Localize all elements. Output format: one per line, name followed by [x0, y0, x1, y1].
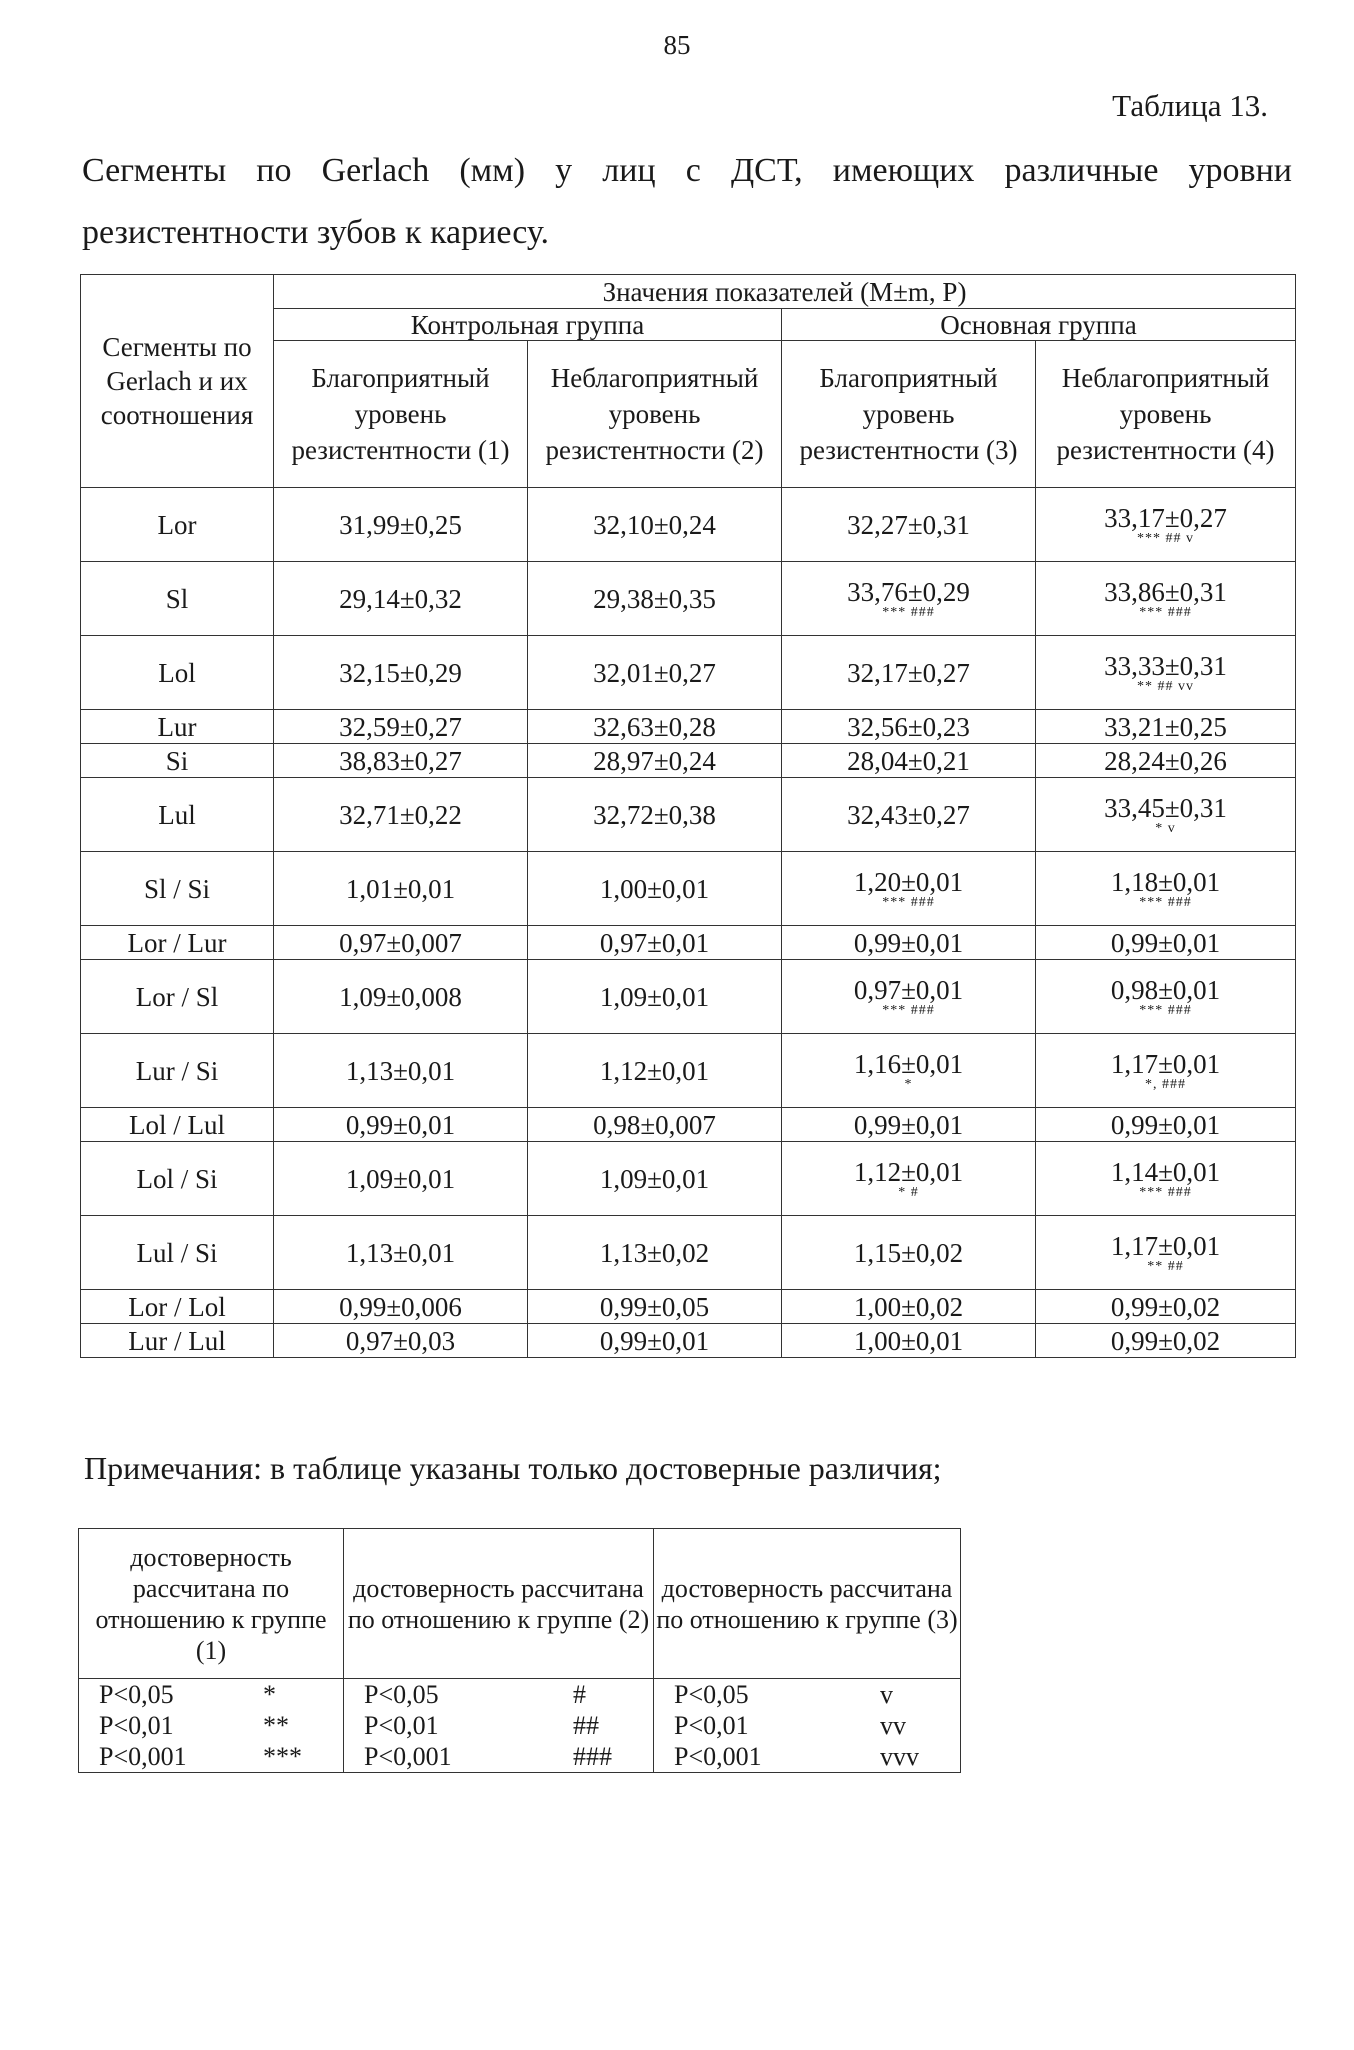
value-cell-2: [528, 778, 782, 852]
symbol: vvv: [880, 1742, 919, 1771]
value-text: 1,00±0,01: [853, 1325, 964, 1356]
value-cell-2: [528, 744, 782, 778]
legend-head-1: достоверность рассчитана по отношению к группе (1): [79, 1529, 344, 1679]
group-control-header: Контрольная группа: [274, 309, 782, 341]
legend-row: [79, 1679, 961, 1711]
legend-head-2: достоверность рассчитана по отношению к группе (2): [344, 1529, 654, 1679]
p-value: P<0,05: [99, 1680, 174, 1709]
value-text: 32,72±0,38: [593, 799, 716, 830]
value-text: 32,15±0,29: [339, 657, 462, 688]
symbol: #: [573, 1680, 586, 1709]
legend-cell: [654, 1710, 961, 1741]
table-label: Таблица 13.: [1112, 88, 1268, 123]
value-cell-4: [1036, 1324, 1296, 1358]
significance-marks: *** ###: [1139, 1184, 1192, 1200]
value-cell-3: [782, 1142, 1036, 1216]
value-text: 0,98±0,01: [1110, 974, 1221, 1005]
segment-cell: Si: [81, 744, 274, 778]
segment-cell: Lul: [81, 778, 274, 852]
significance-marks: *: [904, 1076, 913, 1092]
value-cell-2: [528, 1108, 782, 1142]
notes-title: Примечания: в таблице указаны только достоверные различия;: [84, 1450, 942, 1486]
value-cell-1: [274, 852, 528, 926]
value-text: 33,21±0,25: [1104, 711, 1227, 742]
legend-cell: [344, 1710, 654, 1741]
value-text: 32,59±0,27: [339, 711, 462, 742]
value-cell-4: [1036, 852, 1296, 926]
value-cell-4: [1036, 1216, 1296, 1290]
value-cell-1: [274, 636, 528, 710]
value-cell-1: [274, 488, 528, 562]
p-value: P<0,001: [364, 1742, 452, 1771]
value-cell-2: [528, 710, 782, 744]
value-cell-3: [782, 710, 1036, 744]
value-text: 1,15±0,02: [853, 1237, 964, 1268]
value-text: 1,12±0,01: [599, 1055, 710, 1086]
value-text: 32,71±0,22: [339, 799, 462, 830]
segment-cell: Lor / Lol: [81, 1290, 274, 1324]
value-cell-4: [1036, 710, 1296, 744]
value-text: 32,43±0,27: [847, 799, 970, 830]
value-text: 0,99±0,01: [1110, 1109, 1221, 1140]
significance-marks: *** ###: [882, 894, 935, 910]
segment-cell: Lol / Si: [81, 1142, 274, 1216]
value-cell-1: [274, 1324, 528, 1358]
value-text: 0,99±0,01: [853, 1109, 964, 1140]
value-text: 0,99±0,05: [599, 1291, 710, 1322]
value-cell-1: [274, 710, 528, 744]
value-cell-3: [782, 960, 1036, 1034]
value-cell-1: [274, 926, 528, 960]
significance-marks: *** ###: [1139, 894, 1192, 910]
value-cell-1: [274, 1034, 528, 1108]
value-cell-3: [782, 562, 1036, 636]
segment-cell: Lor / Lur: [81, 926, 274, 960]
segment-cell: Lol / Lul: [81, 1108, 274, 1142]
significance-marks: *, ###: [1145, 1076, 1186, 1092]
value-text: 1,20±0,01: [853, 866, 964, 897]
legend-cell: [344, 1741, 654, 1773]
value-text: 0,99±0,02: [1110, 1325, 1221, 1356]
table-row: [81, 852, 1296, 926]
segment-cell: Sl: [81, 562, 274, 636]
value-cell-4: [1036, 1142, 1296, 1216]
value-text: 33,33±0,31: [1104, 650, 1227, 681]
segment-cell: Lul / Si: [81, 1216, 274, 1290]
p-value: P<0,01: [99, 1711, 174, 1740]
p-value: P<0,05: [674, 1680, 749, 1709]
value-text: 33,45±0,31: [1104, 792, 1227, 823]
table-row: [81, 636, 1296, 710]
value-cell-3: [782, 778, 1036, 852]
p-value: P<0,001: [674, 1742, 762, 1771]
value-cell-2: [528, 562, 782, 636]
segment-cell: Lor: [81, 488, 274, 562]
value-cell-3: [782, 1108, 1036, 1142]
value-cell-4: [1036, 926, 1296, 960]
value-cell-1: [274, 744, 528, 778]
value-text: 32,01±0,27: [593, 657, 716, 688]
table-row: [81, 1290, 1296, 1324]
value-cell-4: [1036, 562, 1296, 636]
table-row: [81, 1142, 1296, 1216]
value-cell-4: [1036, 1108, 1296, 1142]
symbol: v: [880, 1680, 893, 1709]
value-text: 28,24±0,26: [1104, 745, 1227, 776]
value-cell-3: [782, 1216, 1036, 1290]
value-text: 28,04±0,21: [847, 745, 970, 776]
value-text: 0,97±0,03: [345, 1325, 456, 1356]
value-cell-4: [1036, 960, 1296, 1034]
legend-cell: [344, 1679, 654, 1711]
value-cell-3: [782, 636, 1036, 710]
value-text: 1,18±0,01: [1110, 866, 1221, 897]
significance-marks: ** ## vv: [1137, 678, 1194, 694]
value-text: 0,97±0,007: [339, 927, 462, 958]
value-cell-3: [782, 926, 1036, 960]
value-cell-2: [528, 1142, 782, 1216]
value-text: 38,83±0,27: [339, 745, 462, 776]
value-cell-1: [274, 1142, 528, 1216]
value-text: 1,01±0,01: [345, 873, 456, 904]
value-text: 0,99±0,02: [1110, 1291, 1221, 1322]
significance-marks: ** ##: [1147, 1258, 1184, 1274]
segment-cell: Lor / Sl: [81, 960, 274, 1034]
value-text: 0,99±0,01: [1110, 927, 1221, 958]
value-text: 29,14±0,32: [339, 583, 462, 614]
value-text: 1,09±0,01: [599, 981, 710, 1012]
value-cell-3: [782, 1290, 1036, 1324]
value-text: 0,99±0,01: [599, 1325, 710, 1356]
legend-row: [79, 1741, 961, 1773]
significance-marks: *** ## v: [1137, 530, 1194, 546]
value-text: 1,09±0,01: [599, 1163, 710, 1194]
value-cell-3: [782, 1034, 1036, 1108]
value-text: 1,12±0,01: [853, 1156, 964, 1187]
value-cell-4: [1036, 488, 1296, 562]
segment-cell: Lur: [81, 710, 274, 744]
value-cell-1: [274, 1216, 528, 1290]
legend-head-3: достоверность рассчитана по отношению к группе (3): [654, 1529, 961, 1679]
value-text: 31,99±0,25: [339, 509, 462, 540]
value-cell-2: [528, 852, 782, 926]
value-cell-2: [528, 636, 782, 710]
value-text: 1,09±0,01: [345, 1163, 456, 1194]
value-cell-2: [528, 1290, 782, 1324]
value-cell-4: [1036, 1034, 1296, 1108]
value-cell-3: [782, 852, 1036, 926]
value-text: 1,13±0,02: [599, 1237, 710, 1268]
symbol: *: [263, 1680, 276, 1709]
row-header: Сегменты по Gerlach и их соотношения: [81, 275, 274, 488]
gerlach-table: [80, 274, 1296, 1358]
legend-body: [79, 1679, 961, 1773]
value-cell-4: [1036, 1290, 1296, 1324]
symbol: ***: [263, 1742, 302, 1771]
significance-marks: *** ###: [882, 1002, 935, 1018]
table-row: [81, 960, 1296, 1034]
value-text: 1,13±0,01: [345, 1055, 456, 1086]
value-text: 1,17±0,01: [1110, 1230, 1221, 1261]
value-text: 0,97±0,01: [599, 927, 710, 958]
value-cell-2: [528, 1324, 782, 1358]
table-row: [81, 1324, 1296, 1358]
significance-marks: *** ###: [882, 604, 935, 620]
value-text: 0,99±0,01: [853, 927, 964, 958]
legend-cell: [654, 1741, 961, 1773]
p-value: P<0,001: [99, 1742, 187, 1771]
value-text: 32,56±0,23: [847, 711, 970, 742]
value-text: 0,97±0,01: [853, 974, 964, 1005]
value-cell-2: [528, 488, 782, 562]
top-header: Значения показателей (M±m, P): [274, 275, 1296, 309]
col3-header: Благоприятный уровень резистентности (3): [782, 341, 1036, 488]
value-text: 0,99±0,006: [339, 1291, 462, 1322]
group-main-header: Основная группа: [782, 309, 1296, 341]
table-caption: Сегменты по Gerlach (мм) у лиц с ДСТ, имеющих различные уровни резистентности зубов к кариесу.: [82, 152, 1292, 251]
value-cell-1: [274, 1108, 528, 1142]
value-cell-3: [782, 488, 1036, 562]
table-row: [81, 778, 1296, 852]
value-cell-4: [1036, 744, 1296, 778]
table-row: [81, 926, 1296, 960]
col2-header: Неблагоприятный уровень резистентности (2): [528, 341, 782, 488]
value-text: 33,17±0,27: [1104, 502, 1227, 533]
value-text: 33,86±0,31: [1104, 576, 1227, 607]
value-cell-2: [528, 1034, 782, 1108]
value-cell-2: [528, 926, 782, 960]
p-value: P<0,05: [364, 1680, 439, 1709]
page-number: 85: [663, 30, 691, 60]
table-body: [81, 488, 1296, 1358]
value-cell-1: [274, 1290, 528, 1324]
value-text: 32,27±0,31: [847, 509, 970, 540]
legend-cell: [654, 1679, 961, 1711]
col4-header: Неблагоприятный уровень резистентности (4): [1036, 341, 1296, 488]
symbol: ##: [573, 1711, 599, 1740]
value-text: 1,14±0,01: [1110, 1156, 1221, 1187]
value-cell-1: [274, 562, 528, 636]
value-cell-2: [528, 960, 782, 1034]
table-row: [81, 710, 1296, 744]
significance-marks: *** ###: [1139, 1002, 1192, 1018]
value-text: 1,00±0,02: [853, 1291, 964, 1322]
table-row: [81, 488, 1296, 562]
legend-row: [79, 1710, 961, 1741]
value-text: 32,17±0,27: [847, 657, 970, 688]
value-cell-1: [274, 960, 528, 1034]
value-text: 1,17±0,01: [1110, 1048, 1221, 1079]
value-text: 1,13±0,01: [345, 1237, 456, 1268]
value-cell-2: [528, 1216, 782, 1290]
value-text: 0,99±0,01: [345, 1109, 456, 1140]
segment-cell: Lol: [81, 636, 274, 710]
segment-cell: Lur / Si: [81, 1034, 274, 1108]
value-text: 1,09±0,008: [339, 981, 462, 1012]
symbol: ###: [573, 1742, 612, 1771]
table-row: [81, 1034, 1296, 1108]
table-row: [81, 562, 1296, 636]
value-text: 1,00±0,01: [599, 873, 710, 904]
p-value: P<0,01: [674, 1711, 749, 1740]
value-text: 32,10±0,24: [593, 509, 716, 540]
table-row: [81, 744, 1296, 778]
value-text: 32,63±0,28: [593, 711, 716, 742]
table-row: [81, 1216, 1296, 1290]
value-cell-3: [782, 1324, 1036, 1358]
value-cell-4: [1036, 778, 1296, 852]
symbol: vv: [880, 1711, 906, 1740]
value-cell-1: [274, 778, 528, 852]
value-text: 1,16±0,01: [853, 1048, 964, 1079]
value-cell-3: [782, 744, 1036, 778]
table-row: [81, 1108, 1296, 1142]
col1-header: Благоприятный уровень резистентности (1): [274, 341, 528, 488]
legend-table: [78, 1528, 961, 1773]
value-text: 0,98±0,007: [593, 1109, 716, 1140]
symbol: **: [263, 1711, 289, 1740]
legend-cell: [79, 1710, 344, 1741]
legend-cell: [79, 1741, 344, 1773]
segment-cell: Sl / Si: [81, 852, 274, 926]
significance-marks: *** ###: [1139, 604, 1192, 620]
value-text: 29,38±0,35: [593, 583, 716, 614]
segment-cell: Lur / Lul: [81, 1324, 274, 1358]
significance-marks: * v: [1155, 820, 1176, 836]
value-text: 33,76±0,29: [847, 576, 970, 607]
p-value: P<0,01: [364, 1711, 439, 1740]
significance-marks: * #: [898, 1184, 919, 1200]
legend-cell: [79, 1679, 344, 1711]
value-text: 28,97±0,24: [593, 745, 716, 776]
value-cell-4: [1036, 636, 1296, 710]
